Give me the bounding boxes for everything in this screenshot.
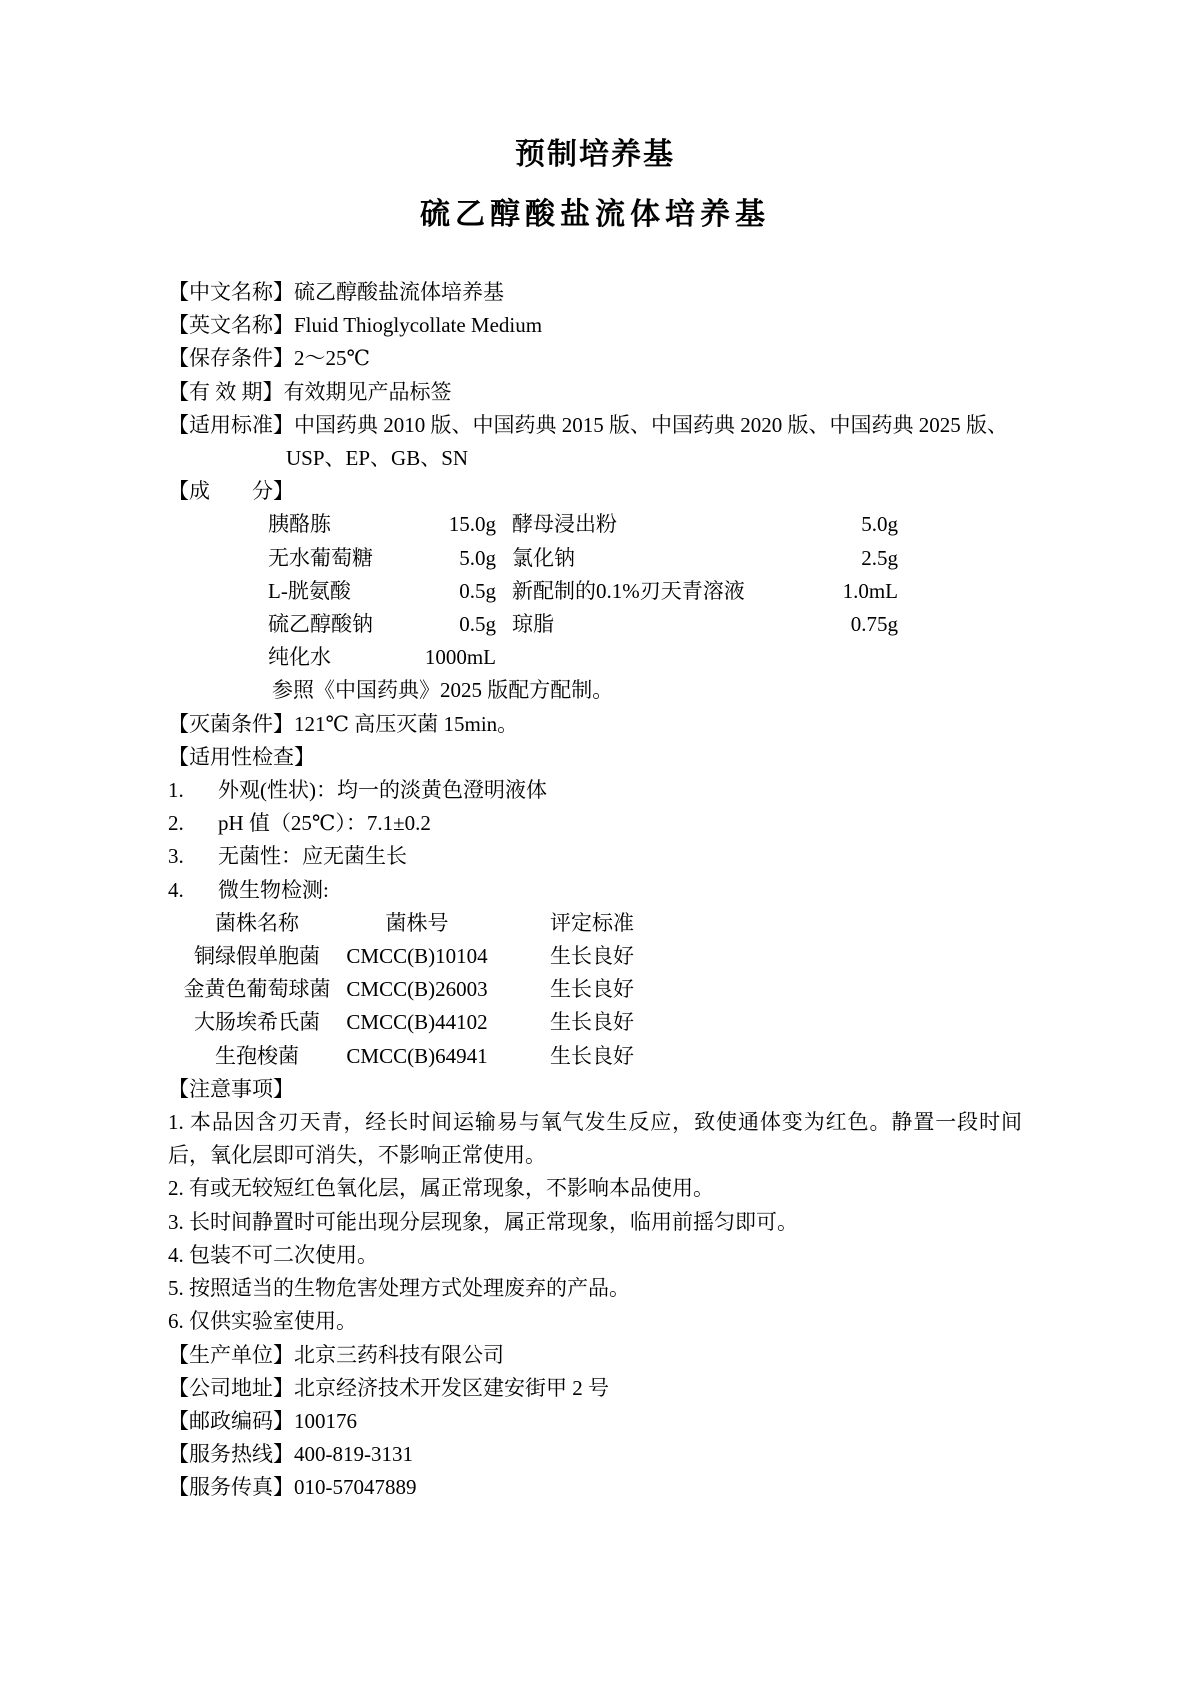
field-sterilization [168,708,1022,741]
field-value: 400-819-3131 [294,1442,413,1467]
field-label: 【英文名称】 [168,313,294,338]
field-label: 【有 效 期】 [168,379,284,404]
suitability-item [168,774,1022,807]
field-label: 【邮政编码】 [168,1408,294,1433]
ingredient-amount: 1000mL [424,645,496,670]
strain-name: 大肠埃希氏菌 [194,1010,320,1035]
field-service-fax [168,1471,1022,1504]
ingredient-name: 无水葡萄糖 [268,545,373,570]
page-title: 预制培养基 [515,138,675,171]
item-number: 2. [168,811,184,836]
field-applicable-standards [168,409,1022,442]
strain-result: 生长良好 [550,1010,634,1035]
field-value: Fluid Thioglycollate Medium [294,313,543,338]
composition-row [268,575,898,608]
ingredient-amount: 0.5g [459,612,496,637]
strain-number: CMCC(B)10104 [346,944,488,969]
field-value: 北京三药科技有限公司 [294,1342,504,1367]
field-label: 【灭菌条件】 [168,711,294,736]
precautions-label: 【注意事项】 [168,1076,294,1101]
field-chinese-name [168,276,1022,309]
ingredient-amount: 15.0g [448,512,496,537]
field-value: 硫乙醇酸盐流体培养基 [294,280,504,304]
ingredient-name: 氯化钠 [512,545,575,570]
strain-result: 生长良好 [550,977,634,1002]
column-header: 菌株号 [385,910,449,935]
suitability-item [168,807,1022,840]
field-value: 010-57047889 [294,1475,417,1500]
strain-name: 生孢梭菌 [215,1043,299,1068]
field-label: 【适用标准】 [168,412,294,437]
precaution-item: 3. 长时间静置时可能出现分层现象，属正常现象，临用前摇匀即可。 [168,1209,798,1234]
composition-row [268,641,898,674]
composition-row [268,608,898,641]
ingredient-name: 琼脂 [512,612,554,637]
item-text: 微生物检测: [218,877,329,902]
composition-label: 【成 分】 [168,479,294,504]
strain-name: 金黄色葡萄球菌 [183,977,331,1002]
ingredient-name [496,641,828,674]
page-subtitle: 硫乙醇酸盐流体培养基 [420,198,770,231]
field-storage-condition [168,342,1022,375]
document-body [168,276,1022,1505]
strain-number: CMCC(B)26003 [346,977,488,1002]
ingredient-amount [828,641,898,674]
field-manufacturer [168,1339,1022,1372]
ingredient-amount: 0.5g [459,578,496,603]
ingredient-amount: 5.0g [861,512,898,537]
field-label: 【中文名称】 [168,280,294,304]
strain-result: 生长良好 [550,1043,634,1068]
ingredient-name: 新配制的0.1%刃天青溶液 [512,578,745,603]
strain-number: CMCC(B)44102 [346,1010,488,1035]
strain-result: 生长良好 [550,944,634,969]
item-number: 3. [168,844,184,869]
ingredient-name: 纯化水 [268,645,331,670]
table-row [182,1006,710,1039]
ingredient-amount: 2.5g [861,545,898,570]
ingredient-name: L-胱氨酸 [268,578,351,603]
composition-table [268,508,898,674]
strain-name: 铜绿假单胞菌 [194,944,320,969]
precaution-item: 6. 仅供实验室使用。 [168,1309,357,1334]
ingredient-amount: 0.75g [850,612,898,637]
field-label: 【生产单位】 [168,1342,294,1367]
ingredient-amount: 1.0mL [842,578,898,603]
field-value: 有效期见产品标签 [283,379,452,404]
strain-number: CMCC(B)64941 [346,1043,488,1068]
composition-note: 参照《中国药典》2025 版配方配制。 [272,678,614,703]
field-label: 【公司地址】 [168,1375,294,1400]
field-value: 121℃ 高压灭菌 15min。 [294,711,519,736]
field-english-name [168,309,1022,342]
field-label: 【保存条件】 [168,346,294,371]
ingredient-amount: 5.0g [459,545,496,570]
microbe-table [182,907,710,1073]
ingredient-name: 胰酪胨 [268,512,331,537]
item-text: 外观(性状)：均一的淡黄色澄明液体 [218,778,547,803]
field-label: 【服务传真】 [168,1475,294,1500]
field-value: 中国药典 2010 版、中国药典 2015 版、中国药典 2020 版、中国药典 2025 版、 [294,412,1008,437]
item-number: 4. [168,877,184,902]
field-postal-code [168,1405,1022,1438]
item-text: pH 值（25℃）：7.1±0.2 [218,811,431,836]
item-text: 无菌性：应无菌生长 [218,844,407,869]
standards-continuation: USP、EP、GB、SN [286,446,469,471]
table-header-row [182,907,710,940]
field-value: 100176 [294,1408,357,1433]
field-label: 【服务热线】 [168,1442,294,1467]
field-service-hotline [168,1438,1022,1471]
composition-row [268,508,898,541]
precaution-item: 4. 包装不可二次使用。 [168,1242,378,1267]
table-row [182,1040,710,1073]
precaution-item: 2. 有或无较短红色氧化层，属正常现象，不影响本品使用。 [168,1176,714,1201]
field-value: 2～25℃ [294,346,370,371]
precaution-item: 1. 本品因含刃天青，经长时间运输易与氧气发生反应，致使通体变为红色。静置一段时间后，氧化层即可消失，不影响正常使用。 [168,1110,1022,1168]
suitability-item [168,874,1022,907]
ingredient-name: 酵母浸出粉 [512,512,617,537]
field-shelf-life [168,376,1022,409]
field-value: 北京经济技术开发区建安街甲 2 号 [294,1375,609,1400]
ingredient-name: 硫乙醇酸钠 [268,612,373,637]
column-header: 评定标准 [550,910,634,935]
field-company-address [168,1372,1022,1405]
suitability-label: 【适用性检查】 [168,744,315,769]
table-row [182,940,710,973]
suitability-item [168,840,1022,873]
column-header: 菌株名称 [215,910,299,935]
precaution-item: 5. 按照适当的生物危害处理方式处理废弃的产品。 [168,1276,630,1301]
item-number: 1. [168,778,184,803]
table-row [182,973,710,1006]
composition-row [268,542,898,575]
